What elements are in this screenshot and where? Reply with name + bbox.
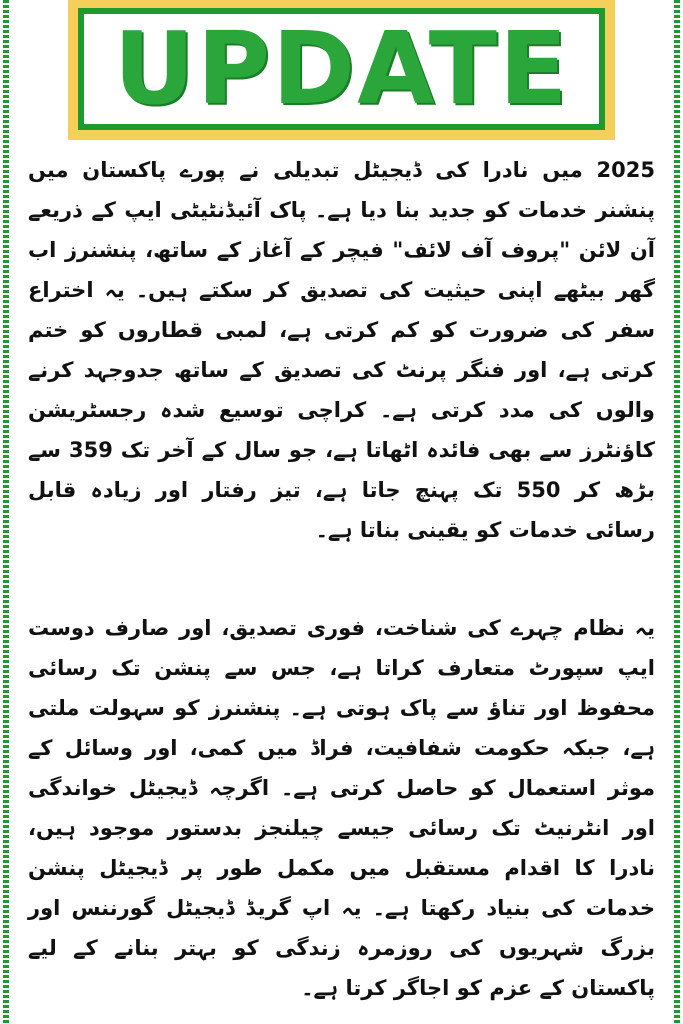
right-border-decoration	[674, 0, 680, 1024]
banner-frame	[78, 8, 605, 130]
article-body	[28, 150, 655, 1008]
paragraph-2: یہ نظام چہرے کی شناخت، فوری تصدیق، اور صارف دوست ایپ سپورٹ متعارف کراتا ہے، جس سے پنشن تک رسائی محفوظ اور تناؤ سے پاک ہوتی ہے۔ پنشنرز کو سہولت ملتی ہے، جبکہ حکومت شفافیت، فراڈ میں کمی، اور وسائل کے موثر استعمال کو حاصل کرتی ہے۔ اگرچہ ڈیجیٹل خواندگی اور انٹرنیٹ تک رسائی جیسے چیلنجز بدستور موجود ہیں، نادرا کا اقدام مستقبل میں مکمل طور پر ڈیجیٹل پنشن خدمات کی بنیاد رکھتا ہے۔ یہ اپ گریڈ ڈیجیٹل گورننس اور بزرگ شہریوں کی روزمرہ زندگی کو بہتر بنانے کے لیے پاکستان کے عزم کو اجاگر کرتا ہے۔	[28, 616, 655, 1000]
paragraph-1: 2025 میں نادرا کی ڈیجیٹل تبدیلی نے پورے پاکستان میں پنشنر خدمات کو جدید بنا دیا ہے۔ پاک آئیڈنٹیٹی ایپ کے ذریعے آن لائن "پروف آف لائف" فیچر کے آغاز کے ساتھ، پنشنرز اب گھر بیٹھے اپنی حیثیت کی تصدیق کر سکتے ہیں۔ یہ اختراع سفر کی ضرورت کو کم کرتی ہے، لمبی قطاروں کو ختم کرتی ہے، اور فنگر پرنٹ کی تصدیق کے ساتھ جدوجہد کرنے والوں کی مدد کرتی ہے۔ کراچی توسیع شدہ رجسٹریشن کاؤنٹرز سے بھی فائدہ اٹھاتا ہے، جو سال کے آخر تک 359 سے بڑھ کر 550 تک پہنچ جاتا ہے، تیز رفتار اور زیادہ قابل رسائی خدمات کو یقینی بناتا ہے۔	[28, 158, 655, 542]
left-border-decoration	[3, 0, 9, 1024]
banner-title: UPDATE	[113, 10, 570, 127]
update-banner	[68, 0, 615, 140]
